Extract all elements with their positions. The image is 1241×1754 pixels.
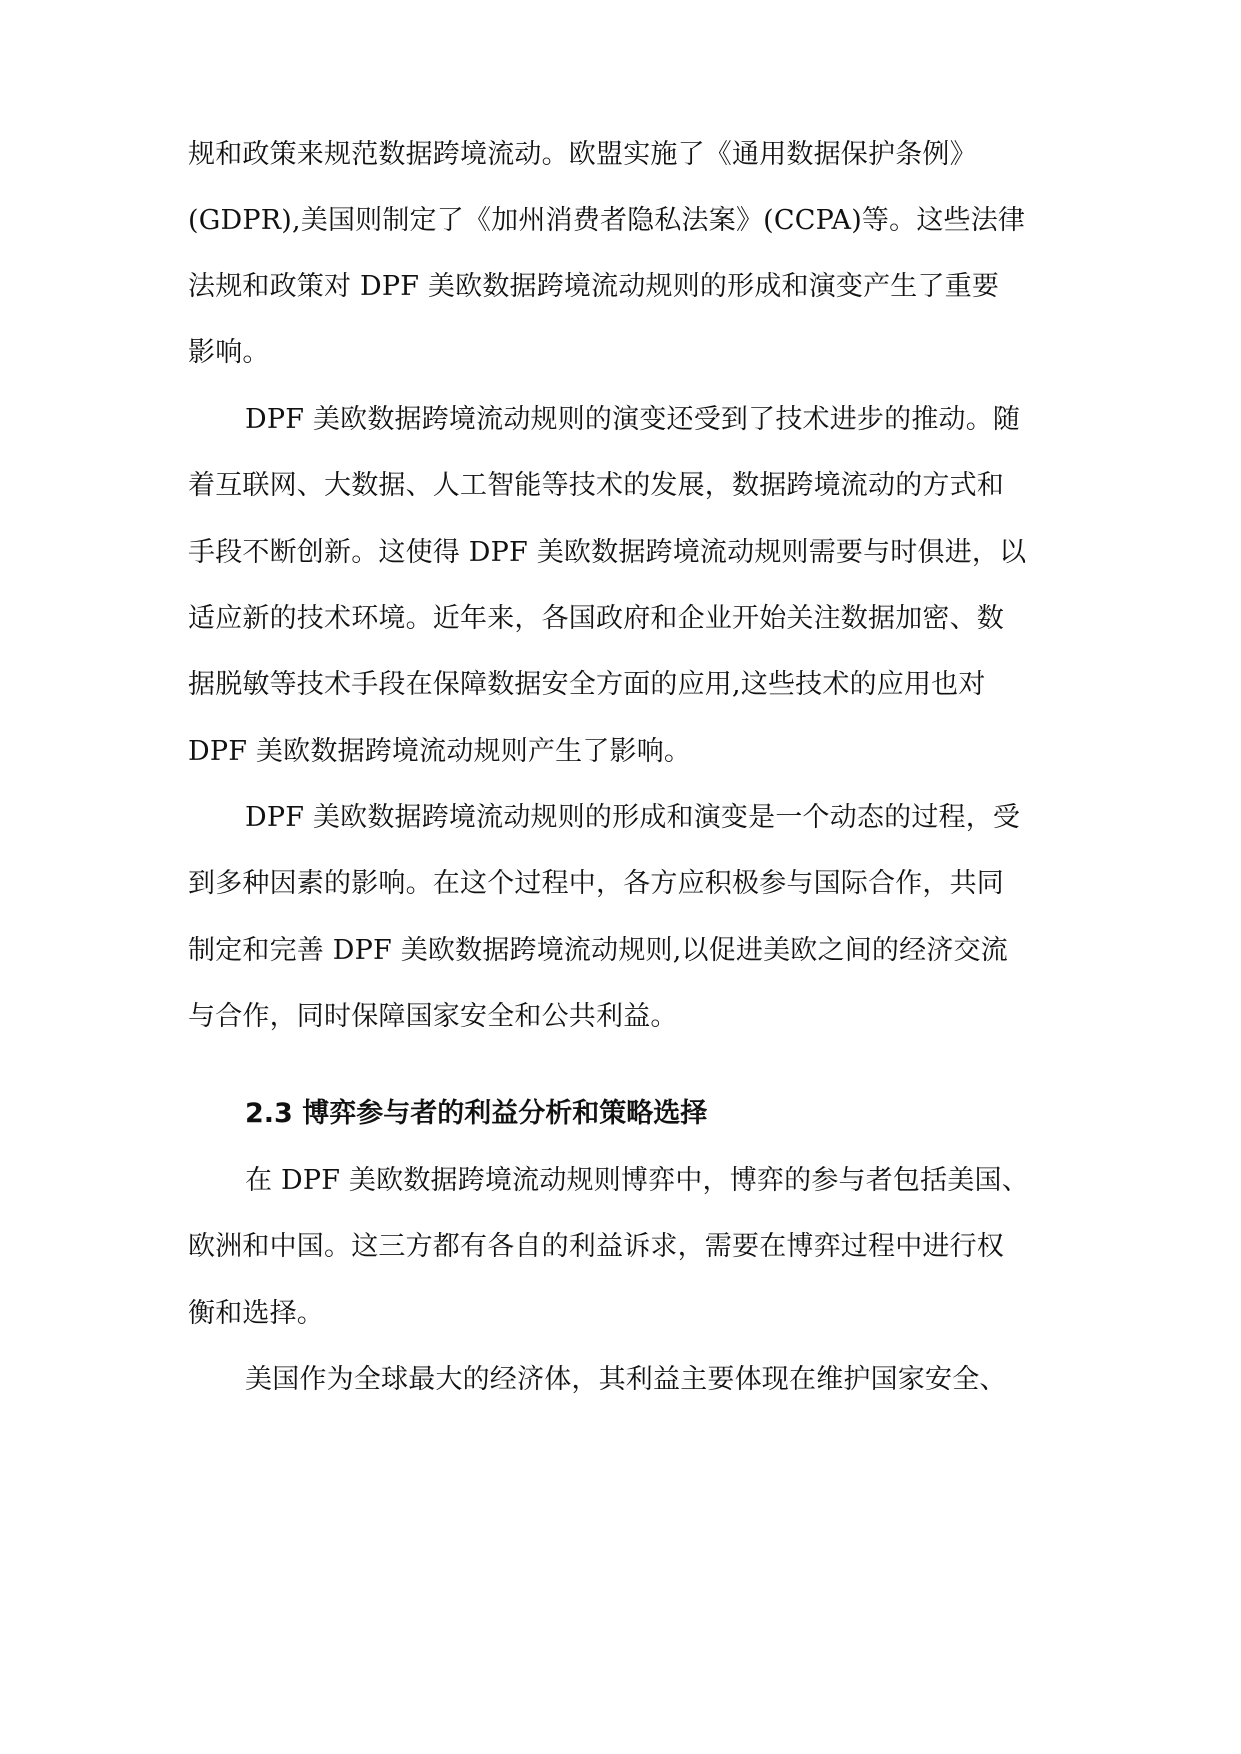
section-paragraph-1-line-1: 在 DPF 美欧数据跨境流动规则博弈中，博弈的参与者包括美国、: [245, 1165, 1029, 1196]
paragraph-2-line-1: DPF 美欧数据跨境流动规则的演变还受到了技术进步的推动。随: [245, 404, 1021, 435]
paragraph-2-line-5: 据脱敏等技术手段在保障数据安全方面的应用,这些技术的应用也对: [188, 669, 986, 700]
section-paragraph-1-line-3: 衡和选择。: [188, 1298, 324, 1329]
paragraph-3-line-3: 制定和完善 DPF 美欧数据跨境流动规则,以促进美欧之间的经济交流: [188, 935, 1008, 966]
paragraph-1-line-1: 规和政策来规范数据跨境流动。欧盟实施了《通用数据保护条例》: [188, 139, 977, 170]
paragraph-1-line-3: 法规和政策对 DPF 美欧数据跨境流动规则的形成和演变产生了重要: [188, 271, 1000, 302]
section-paragraph-2-line-1: 美国作为全球最大的经济体，其利益主要体现在维护国家安全、: [245, 1364, 1007, 1395]
section-paragraph-1-line-2: 欧洲和中国。这三方都有各自的利益诉求，需要在博弈过程中进行权: [188, 1231, 1004, 1262]
paragraph-3-line-2: 到多种因素的影响。在这个过程中，各方应积极参与国际合作，共同: [188, 868, 1004, 899]
paragraph-2-line-3: 手段不断创新。这使得 DPF 美欧数据跨境流动规则需要与时俱进，以: [188, 537, 1027, 568]
section-heading: 2.3 博弈参与者的利益分析和策略选择: [245, 1098, 708, 1129]
paragraph-1-line-4: 影响。: [188, 337, 270, 368]
paragraph-2-line-4: 适应新的技术环境。近年来，各国政府和企业开始关注数据加密、数: [188, 603, 1004, 634]
paragraph-3-line-1: DPF 美欧数据跨境流动规则的形成和演变是一个动态的过程，受: [245, 802, 1021, 833]
paragraph-2-line-6: DPF 美欧数据跨境流动规则产生了影响。: [188, 736, 692, 767]
paragraph-1-line-2: (GDPR),美国则制定了《加州消费者隐私法案》(CCPA)等。这些法律: [188, 205, 1026, 236]
paragraph-2-line-2: 着互联网、大数据、人工智能等技术的发展，数据跨境流动的方式和: [188, 470, 1004, 501]
paragraph-3-line-4: 与合作，同时保障国家安全和公共利益。: [188, 1001, 678, 1032]
